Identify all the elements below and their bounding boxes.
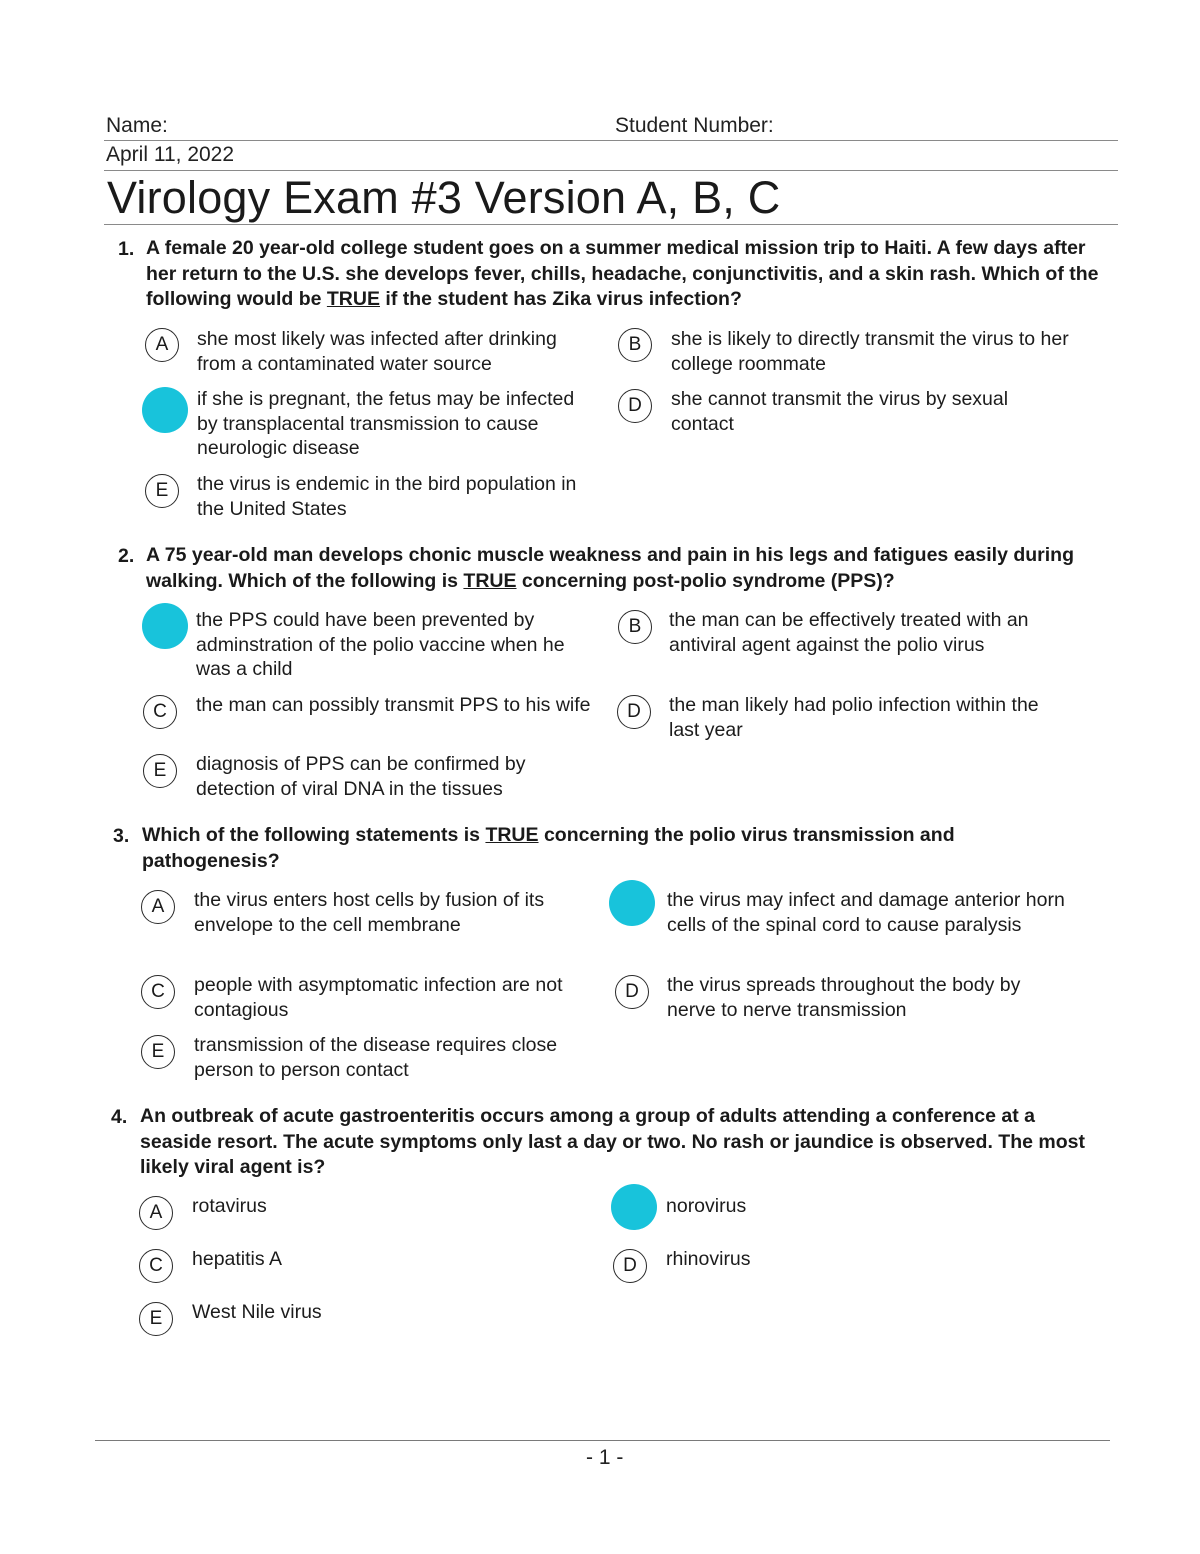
- answer-bubble-e[interactable]: E: [145, 474, 179, 508]
- option-a-text: she most likely was infected after drinking from a contaminated water source: [197, 328, 557, 375]
- answer-bubble-b[interactable]: B: [618, 328, 652, 362]
- answer-bubble-a[interactable]: A: [145, 328, 179, 362]
- answer-bubble-c-filled[interactable]: [142, 387, 188, 433]
- option-b-text: the virus may infect and damage anterior horn cells of the spinal cord to cause paralysis: [667, 889, 1065, 936]
- option-c-text: the man can possibly transmit PPS to his wife: [196, 694, 591, 716]
- page-number: - 1 -: [586, 1446, 624, 1469]
- answer-bubble-a[interactable]: A: [139, 1196, 173, 1230]
- question-text: A female 20 year-old college student goes on a summer medical mission trip to Haiti. A few days after her return to the U.S. she develops fever, chills, headache, conjunctivitis, and a skin rash. Which of the following would be TRUE if the student has Zika virus infection?: [146, 237, 1099, 310]
- answer-bubble-d[interactable]: D: [615, 975, 649, 1009]
- question-text: An outbreak of acute gastroenteritis occurs among a group of adults attending a conference at a seaside resort. The acute symptoms only last a day or two. No rash or jaundice is observed. The most likely viral agent is?: [140, 1105, 1085, 1178]
- question-text: A 75 year-old man develops chonic muscle weakness and pain in his legs and fatigues easily during walking. Which of the following is TRUE concerning post-polio syndrome (PPS)?: [146, 544, 1074, 592]
- option-e-text: West Nile virus: [192, 1301, 322, 1323]
- option-e-text: the virus is endemic in the bird population in the United States: [197, 473, 577, 520]
- name-label: Name:: [106, 114, 168, 137]
- option-c-text: hepatitis A: [192, 1248, 282, 1270]
- answer-bubble-a[interactable]: A: [141, 890, 175, 924]
- option-b-text: norovirus: [666, 1195, 747, 1217]
- page-title: Virology Exam #3 Version A, B, C: [107, 172, 781, 223]
- answer-bubble-a-filled[interactable]: [142, 603, 188, 649]
- question-number: 1.: [118, 238, 135, 260]
- answer-bubble-d[interactable]: D: [617, 695, 651, 729]
- option-e-text: diagnosis of PPS can be confirmed by detection of viral DNA in the tissues: [196, 753, 526, 800]
- answer-bubble-c[interactable]: C: [139, 1249, 173, 1283]
- option-d-text: she cannot transmit the virus by sexual contact: [671, 388, 1009, 435]
- option-c-text: if she is pregnant, the fetus may be infected by transplacental transmission to cause neurologic disease: [197, 388, 575, 459]
- option-e-text: transmission of the disease requires close person to person contact: [194, 1034, 558, 1081]
- option-d-text: the man likely had polio infection within the last year: [669, 694, 1039, 741]
- answer-bubble-b-filled[interactable]: [611, 1184, 657, 1230]
- name-underline: [104, 140, 1118, 141]
- footer-rule: [95, 1440, 1110, 1441]
- date-underline: [104, 170, 1118, 171]
- option-d-text: rhinovirus: [666, 1248, 751, 1270]
- option-a-text: rotavirus: [192, 1195, 267, 1217]
- option-c-text: people with asymptomatic infection are not contagious: [194, 974, 563, 1021]
- question-number: 2.: [118, 545, 135, 567]
- question-number: 4.: [111, 1106, 128, 1128]
- option-d-text: the virus spreads throughout the body by nerve to nerve transmission: [667, 974, 1021, 1021]
- question-text: Which of the following statements is TRUE concerning the polio virus transmission and pathogenesis?: [142, 824, 955, 872]
- option-a-text: the PPS could have been prevented by adminstration of the polio vaccine when he was a child: [196, 609, 565, 680]
- answer-bubble-e[interactable]: E: [141, 1035, 175, 1069]
- answer-bubble-c[interactable]: C: [143, 695, 177, 729]
- answer-bubble-e[interactable]: E: [139, 1302, 173, 1336]
- answer-bubble-b[interactable]: B: [618, 610, 652, 644]
- question-number: 3.: [113, 825, 130, 847]
- option-b-text: the man can be effectively treated with an antiviral agent against the polio virus: [669, 609, 1029, 656]
- answer-bubble-d[interactable]: D: [618, 389, 652, 423]
- answer-bubble-b-filled[interactable]: [609, 880, 655, 926]
- answer-bubble-c[interactable]: C: [141, 975, 175, 1009]
- title-underline: [104, 224, 1118, 225]
- answer-bubble-d[interactable]: D: [613, 1249, 647, 1283]
- option-a-text: the virus enters host cells by fusion of its envelope to the cell membrane: [194, 889, 545, 936]
- answer-bubble-e[interactable]: E: [143, 754, 177, 788]
- exam-date: April 11, 2022: [106, 143, 235, 166]
- option-b-text: she is likely to directly transmit the virus to her college roommate: [671, 328, 1069, 375]
- student-number-label: Student Number:: [615, 114, 774, 137]
